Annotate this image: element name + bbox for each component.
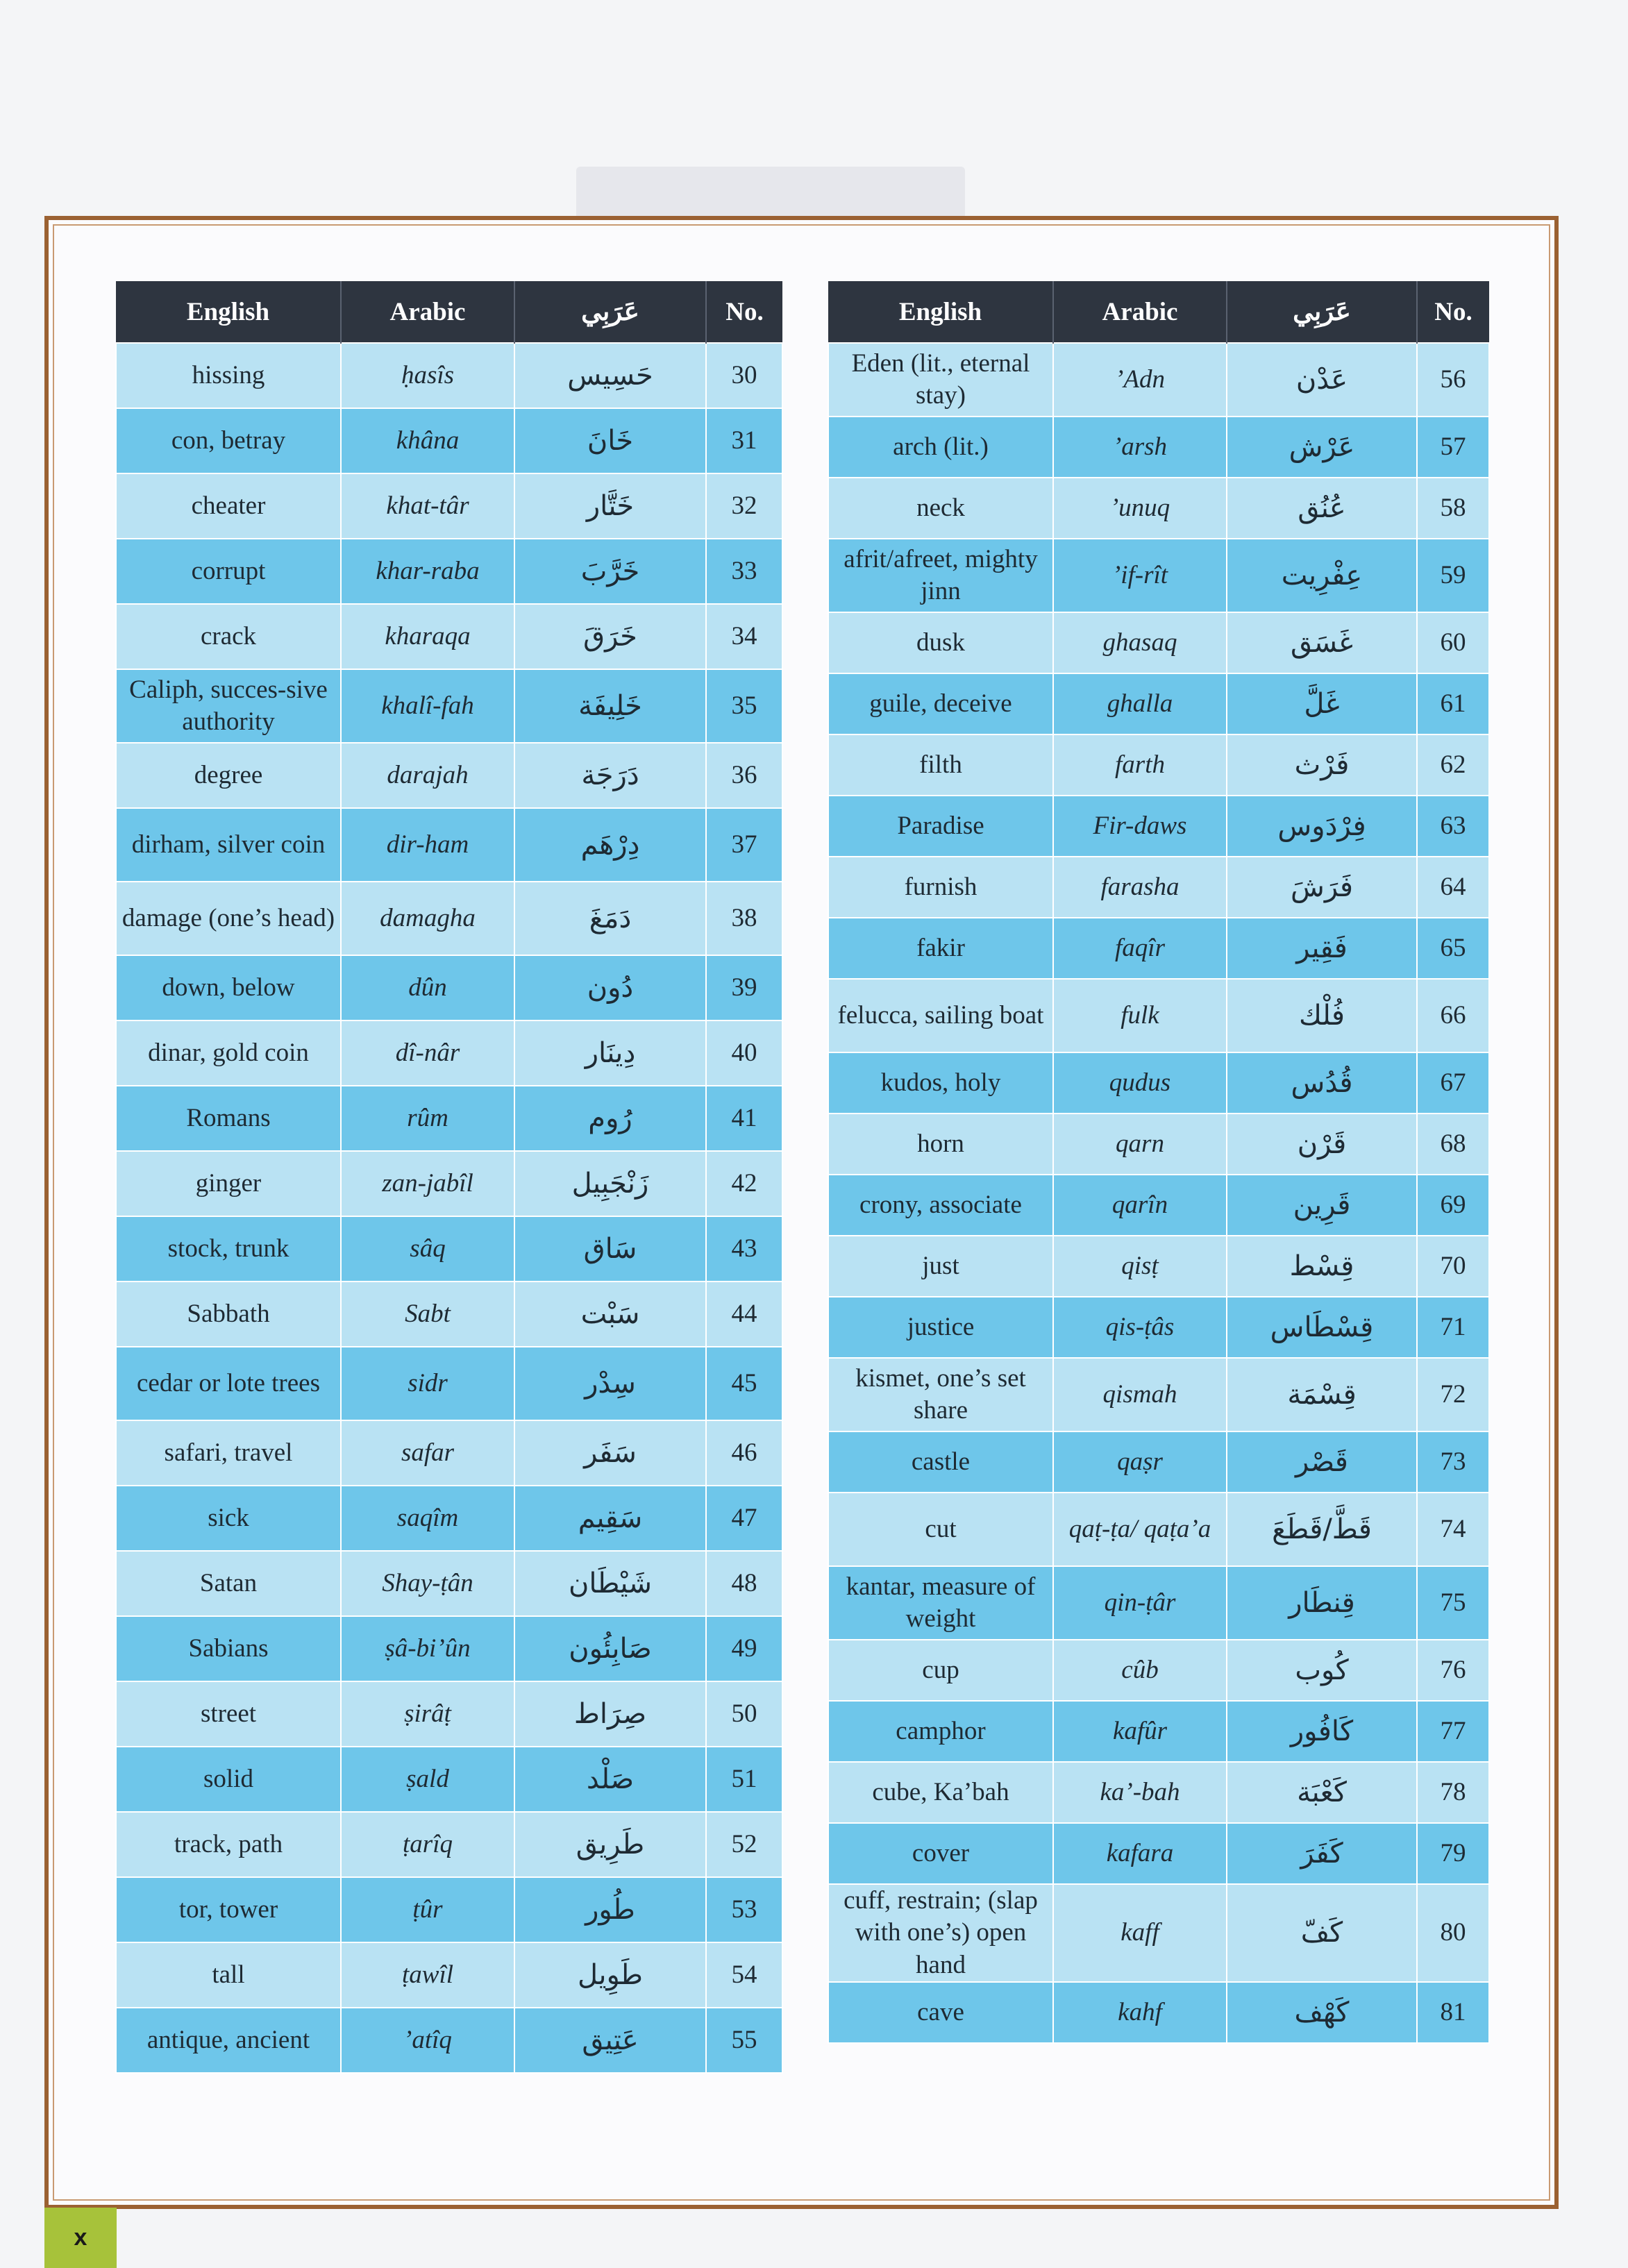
transliteration-cell: khat-târ [341, 473, 514, 539]
arabic-cell: دِينَار [514, 1020, 706, 1086]
table-row [828, 673, 1489, 734]
english-cell: justice [828, 1297, 1053, 1358]
arabic-cell: قُدُس [1227, 1052, 1417, 1114]
arabic-cell: عِفْرِيت [1227, 539, 1417, 612]
transliteration-cell: farasha [1053, 857, 1227, 918]
number-cell: 59 [1417, 539, 1489, 612]
table-row [116, 882, 782, 955]
transliteration-cell: dûn [341, 955, 514, 1020]
number-cell: 41 [706, 1086, 782, 1151]
arabic-cell: طُور [514, 1877, 706, 1942]
transliteration-cell: safar [341, 1420, 514, 1486]
transliteration-cell: dî-nâr [341, 1020, 514, 1086]
table-row [828, 1052, 1489, 1114]
table-row [828, 979, 1489, 1052]
table-row [116, 1420, 782, 1486]
arabic-cell: كَافُور [1227, 1701, 1417, 1762]
number-cell: 68 [1417, 1114, 1489, 1175]
header-arabic-transliteration: Arabic [341, 281, 514, 343]
table-row [116, 743, 782, 808]
english-cell: safari, travel [116, 1420, 341, 1486]
english-cell: crack [116, 604, 341, 669]
transliteration-cell: kafûr [1053, 1701, 1227, 1762]
number-cell: 64 [1417, 857, 1489, 918]
number-cell: 69 [1417, 1175, 1489, 1236]
arabic-cell: قِنطَار [1227, 1566, 1417, 1640]
english-cell: furnish [828, 857, 1053, 918]
english-cell: dirham, silver coin [116, 808, 341, 882]
table-row [828, 857, 1489, 918]
transliteration-cell: rûm [341, 1086, 514, 1151]
table-row [828, 1982, 1489, 2043]
transliteration-cell: farth [1053, 734, 1227, 796]
english-cell: dusk [828, 612, 1053, 673]
table-row [116, 955, 782, 1020]
english-cell: sick [116, 1486, 341, 1551]
transliteration-cell: ’atîq [341, 2008, 514, 2073]
english-cell: damage (one’s head) [116, 882, 341, 955]
transliteration-cell: ka’-bah [1053, 1762, 1227, 1823]
number-cell: 60 [1417, 612, 1489, 673]
table-row [116, 1216, 782, 1282]
english-cell: Eden (lit., eternal stay) [828, 343, 1053, 417]
english-cell: cup [828, 1640, 1053, 1701]
arabic-cell: دَمَغَ [514, 882, 706, 955]
arabic-cell: رُوم [514, 1086, 706, 1151]
header-arabic-transliteration: Arabic [1053, 281, 1227, 343]
english-cell: kismet, one’s set share [828, 1358, 1053, 1431]
table-header-row [828, 281, 1489, 343]
table-row [828, 1566, 1489, 1640]
transliteration-cell: qarîn [1053, 1175, 1227, 1236]
transliteration-cell: zan-jabîl [341, 1151, 514, 1216]
table-row [828, 918, 1489, 979]
arabic-cell: خَرَّبَ [514, 539, 706, 604]
number-cell: 37 [706, 808, 782, 882]
number-cell: 73 [1417, 1431, 1489, 1493]
english-cell: cheater [116, 473, 341, 539]
arabic-cell: عُنُق [1227, 478, 1417, 539]
transliteration-cell: khâna [341, 408, 514, 473]
arabic-cell: فَرْث [1227, 734, 1417, 796]
table-row [116, 1942, 782, 2008]
arabic-cell: خَرَقَ [514, 604, 706, 669]
table-row [828, 1823, 1489, 1884]
arabic-cell: خَلِيفَة [514, 669, 706, 743]
number-cell: 49 [706, 1616, 782, 1681]
table-row [828, 1358, 1489, 1431]
vocabulary-table-right [828, 281, 1490, 2044]
number-cell: 36 [706, 743, 782, 808]
table-row [828, 539, 1489, 612]
number-cell: 81 [1417, 1982, 1489, 2043]
arabic-cell: خَتَّار [514, 473, 706, 539]
table-body [828, 343, 1489, 2043]
english-cell: Sabbath [116, 1282, 341, 1347]
table-row [828, 612, 1489, 673]
table-row [116, 1812, 782, 1877]
arabic-cell: قِسْط [1227, 1236, 1417, 1297]
transliteration-cell: qudus [1053, 1052, 1227, 1114]
arabic-cell: قِسْطَاس [1227, 1297, 1417, 1358]
arabic-cell: سَفَر [514, 1420, 706, 1486]
transliteration-cell: ’unuq [1053, 478, 1227, 539]
english-cell: cover [828, 1823, 1053, 1884]
number-cell: 74 [1417, 1493, 1489, 1566]
transliteration-cell: darajah [341, 743, 514, 808]
table-row [116, 808, 782, 882]
number-cell: 42 [706, 1151, 782, 1216]
transliteration-cell: ṣirâṭ [341, 1681, 514, 1747]
number-cell: 72 [1417, 1358, 1489, 1431]
number-cell: 38 [706, 882, 782, 955]
number-cell: 48 [706, 1551, 782, 1616]
number-cell: 40 [706, 1020, 782, 1086]
arabic-cell: غَلَّ [1227, 673, 1417, 734]
english-cell: filth [828, 734, 1053, 796]
header-arabic-script: عَرَبِي [514, 281, 706, 343]
arabic-cell: عَرْش [1227, 417, 1417, 478]
table-row [116, 473, 782, 539]
english-cell: solid [116, 1747, 341, 1812]
table-row [116, 1616, 782, 1681]
table-row [828, 734, 1489, 796]
arabic-cell: سَاق [514, 1216, 706, 1282]
number-cell: 32 [706, 473, 782, 539]
arabic-cell: طَوِيل [514, 1942, 706, 2008]
english-cell: Romans [116, 1086, 341, 1151]
english-cell: tor, tower [116, 1877, 341, 1942]
number-cell: 67 [1417, 1052, 1489, 1114]
transliteration-cell: qismah [1053, 1358, 1227, 1431]
transliteration-cell: qaṭ-ṭa/ qaṭa’a [1053, 1493, 1227, 1566]
arabic-cell: قَصْر [1227, 1431, 1417, 1493]
table-row [828, 1762, 1489, 1823]
vocabulary-table-left [115, 281, 783, 2074]
table-row [116, 1877, 782, 1942]
table-row [828, 343, 1489, 417]
english-cell: crony, associate [828, 1175, 1053, 1236]
number-cell: 57 [1417, 417, 1489, 478]
arabic-cell: صَابِئُون [514, 1616, 706, 1681]
table-row [116, 1486, 782, 1551]
arabic-cell: عَتِيق [514, 2008, 706, 2073]
transliteration-cell: qin-ṭâr [1053, 1566, 1227, 1640]
transliteration-cell: khalî-fah [341, 669, 514, 743]
arabic-cell: سَبْت [514, 1282, 706, 1347]
english-cell: track, path [116, 1812, 341, 1877]
table-row [116, 1747, 782, 1812]
english-cell: dinar, gold coin [116, 1020, 341, 1086]
english-cell: degree [116, 743, 341, 808]
number-cell: 46 [706, 1420, 782, 1486]
table-row [116, 1020, 782, 1086]
english-cell: kudos, holy [828, 1052, 1053, 1114]
transliteration-cell: qisṭ [1053, 1236, 1227, 1297]
table-row [828, 1884, 1489, 1982]
transliteration-cell: ḥasîs [341, 343, 514, 408]
english-cell: antique, ancient [116, 2008, 341, 2073]
arabic-cell: كَهْف [1227, 1982, 1417, 2043]
transliteration-cell: sâq [341, 1216, 514, 1282]
transliteration-cell: qaṣr [1053, 1431, 1227, 1493]
transliteration-cell: damagha [341, 882, 514, 955]
arabic-cell: قَرْن [1227, 1114, 1417, 1175]
number-cell: 78 [1417, 1762, 1489, 1823]
page-number: x [44, 2208, 117, 2268]
english-cell: con, betray [116, 408, 341, 473]
table-row [116, 1551, 782, 1616]
english-cell: kantar, measure of weight [828, 1566, 1053, 1640]
transliteration-cell: dir-ham [341, 808, 514, 882]
transliteration-cell: ’arsh [1053, 417, 1227, 478]
table-row [116, 604, 782, 669]
table-row [828, 417, 1489, 478]
arabic-cell: غَسَق [1227, 612, 1417, 673]
header-arabic-script: عَرَبِي [1227, 281, 1417, 343]
english-cell: guile, deceive [828, 673, 1053, 734]
table-row [116, 1347, 782, 1420]
arabic-cell: فِرْدَوس [1227, 796, 1417, 857]
transliteration-cell: ṭûr [341, 1877, 514, 1942]
table-row [116, 408, 782, 473]
english-cell: stock, trunk [116, 1216, 341, 1282]
arabic-cell: كَعْبَة [1227, 1762, 1417, 1823]
transliteration-cell: qarn [1053, 1114, 1227, 1175]
number-cell: 58 [1417, 478, 1489, 539]
arabic-cell: كَفّ [1227, 1884, 1417, 1982]
number-cell: 77 [1417, 1701, 1489, 1762]
number-cell: 35 [706, 669, 782, 743]
number-cell: 45 [706, 1347, 782, 1420]
arabic-cell: فَقِير [1227, 918, 1417, 979]
number-cell: 76 [1417, 1640, 1489, 1701]
arabic-cell: كُوب [1227, 1640, 1417, 1701]
transliteration-cell: kharaqa [341, 604, 514, 669]
transliteration-cell: ṣâ-bi’ûn [341, 1616, 514, 1681]
number-cell: 33 [706, 539, 782, 604]
number-cell: 50 [706, 1681, 782, 1747]
english-cell: cave [828, 1982, 1053, 2043]
arabic-cell: قِسْمَة [1227, 1358, 1417, 1431]
transliteration-cell: ṭawîl [341, 1942, 514, 2008]
arabic-cell: دِرْهَم [514, 808, 706, 882]
english-cell: just [828, 1236, 1053, 1297]
number-cell: 66 [1417, 979, 1489, 1052]
number-cell: 51 [706, 1747, 782, 1812]
table-row [828, 1114, 1489, 1175]
english-cell: hissing [116, 343, 341, 408]
number-cell: 53 [706, 1877, 782, 1942]
header-number: No. [706, 281, 782, 343]
english-cell: afrit/afreet, mighty jinn [828, 539, 1053, 612]
table-row [828, 478, 1489, 539]
english-cell: cedar or lote trees [116, 1347, 341, 1420]
table-row [116, 669, 782, 743]
transliteration-cell: Fir-daws [1053, 796, 1227, 857]
table-row [828, 1236, 1489, 1297]
transliteration-cell: ghalla [1053, 673, 1227, 734]
table-row [828, 796, 1489, 857]
transliteration-cell: ghasaq [1053, 612, 1227, 673]
number-cell: 75 [1417, 1566, 1489, 1640]
number-cell: 61 [1417, 673, 1489, 734]
table-row [828, 1297, 1489, 1358]
english-cell: cuff, restrain; (slap with one’s) open hand [828, 1884, 1053, 1982]
transliteration-cell: cûb [1053, 1640, 1227, 1701]
transliteration-cell: fulk [1053, 979, 1227, 1052]
transliteration-cell: khar-raba [341, 539, 514, 604]
number-cell: 79 [1417, 1823, 1489, 1884]
number-cell: 56 [1417, 343, 1489, 417]
transliteration-cell: saqîm [341, 1486, 514, 1551]
arabic-cell: فَرَشَ [1227, 857, 1417, 918]
english-cell: Sabians [116, 1616, 341, 1681]
english-cell: ginger [116, 1151, 341, 1216]
arabic-cell: قَرِين [1227, 1175, 1417, 1236]
english-cell: corrupt [116, 539, 341, 604]
table-row [828, 1640, 1489, 1701]
english-cell: street [116, 1681, 341, 1747]
english-cell: castle [828, 1431, 1053, 1493]
english-cell: fakir [828, 918, 1053, 979]
number-cell: 71 [1417, 1297, 1489, 1358]
number-cell: 63 [1417, 796, 1489, 857]
transliteration-cell: ṣald [341, 1747, 514, 1812]
number-cell: 34 [706, 604, 782, 669]
table-row [116, 1681, 782, 1747]
header-english: English [828, 281, 1053, 343]
transliteration-cell: ’if-rît [1053, 539, 1227, 612]
arabic-cell: دُون [514, 955, 706, 1020]
transliteration-cell: kafara [1053, 1823, 1227, 1884]
arabic-cell: شَيْطَان [514, 1551, 706, 1616]
transliteration-cell: Sabt [341, 1282, 514, 1347]
arabic-cell: سِدْر [514, 1347, 706, 1420]
english-cell: Satan [116, 1551, 341, 1616]
number-cell: 31 [706, 408, 782, 473]
table-header-row [116, 281, 782, 343]
transliteration-cell: qis-ṭâs [1053, 1297, 1227, 1358]
transliteration-cell: Shay-ṭân [341, 1551, 514, 1616]
number-cell: 62 [1417, 734, 1489, 796]
header-english: English [116, 281, 341, 343]
english-cell: felucca, sailing boat [828, 979, 1053, 1052]
english-cell: horn [828, 1114, 1053, 1175]
arabic-cell: خَانَ [514, 408, 706, 473]
english-cell: cut [828, 1493, 1053, 1566]
number-cell: 80 [1417, 1884, 1489, 1982]
number-cell: 39 [706, 955, 782, 1020]
table-row [116, 1282, 782, 1347]
number-cell: 47 [706, 1486, 782, 1551]
english-cell: neck [828, 478, 1053, 539]
english-cell: arch (lit.) [828, 417, 1053, 478]
table-row [116, 2008, 782, 2073]
table-row [116, 1151, 782, 1216]
table-row [116, 343, 782, 408]
english-cell: Paradise [828, 796, 1053, 857]
arabic-cell: عَدْن [1227, 343, 1417, 417]
number-cell: 65 [1417, 918, 1489, 979]
transliteration-cell: sidr [341, 1347, 514, 1420]
number-cell: 55 [706, 2008, 782, 2073]
table-row [828, 1175, 1489, 1236]
number-cell: 44 [706, 1282, 782, 1347]
arabic-cell: فُلْك [1227, 979, 1417, 1052]
number-cell: 54 [706, 1942, 782, 2008]
header-number: No. [1417, 281, 1489, 343]
arabic-cell: قَطَّ/قَطَعَ [1227, 1493, 1417, 1566]
table-row [116, 539, 782, 604]
number-cell: 43 [706, 1216, 782, 1282]
arabic-cell: زَنْجَبِيل [514, 1151, 706, 1216]
arabic-cell: حَسِيس [514, 343, 706, 408]
transliteration-cell: kaff [1053, 1884, 1227, 1982]
english-cell: tall [116, 1942, 341, 2008]
arabic-cell: طَرِيق [514, 1812, 706, 1877]
number-cell: 30 [706, 343, 782, 408]
english-cell: cube, Ka’bah [828, 1762, 1053, 1823]
table-row [116, 1086, 782, 1151]
number-cell: 52 [706, 1812, 782, 1877]
arabic-cell: دَرَجَة [514, 743, 706, 808]
transliteration-cell: ṭarîq [341, 1812, 514, 1877]
table-row [828, 1431, 1489, 1493]
number-cell: 70 [1417, 1236, 1489, 1297]
arabic-cell: سَقِيم [514, 1486, 706, 1551]
english-cell: camphor [828, 1701, 1053, 1762]
english-cell: Caliph, succes-sive authority [116, 669, 341, 743]
transliteration-cell: ’Adn [1053, 343, 1227, 417]
table-row [828, 1493, 1489, 1566]
arabic-cell: كَفَرَ [1227, 1823, 1417, 1884]
table-body [116, 343, 782, 2073]
table-row [828, 1701, 1489, 1762]
english-cell: down, below [116, 955, 341, 1020]
transliteration-cell: kahf [1053, 1982, 1227, 2043]
arabic-cell: صَلْد [514, 1747, 706, 1812]
arabic-cell: صِرَاط [514, 1681, 706, 1747]
transliteration-cell: faqîr [1053, 918, 1227, 979]
